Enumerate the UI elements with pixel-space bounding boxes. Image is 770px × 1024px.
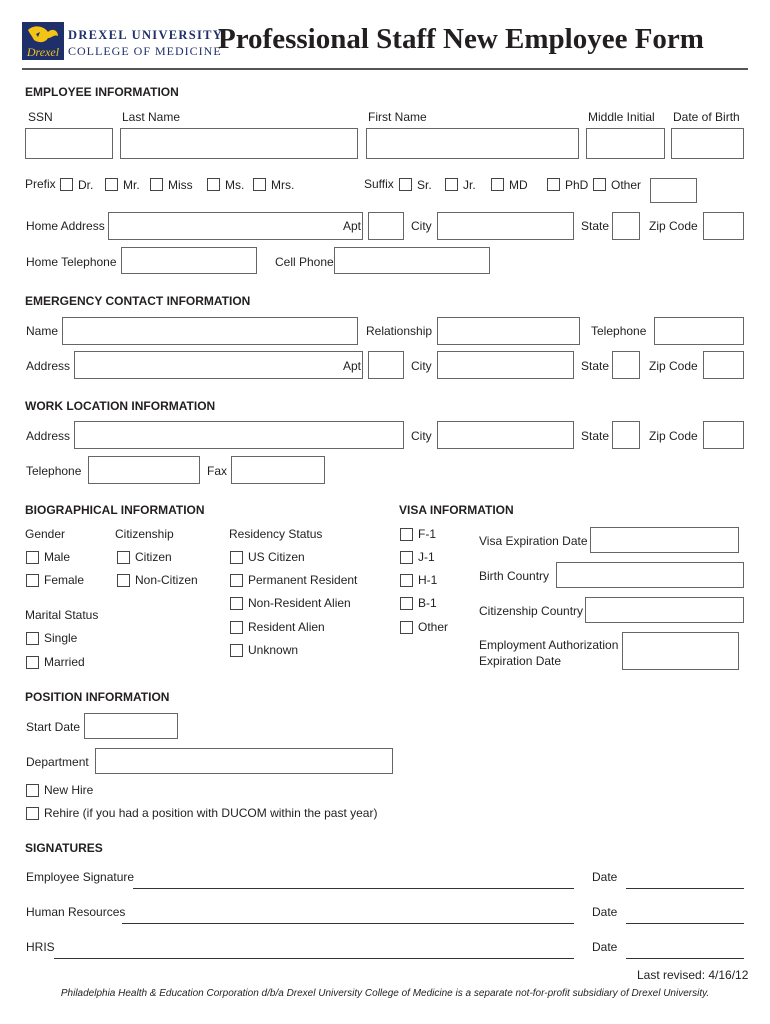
- cell-phone-field[interactable]: [334, 247, 490, 274]
- employee-signature-line[interactable]: [133, 888, 574, 889]
- prefix-ms-label: Ms.: [225, 178, 245, 192]
- visa-f1-checkbox[interactable]: [400, 528, 413, 541]
- drexel-logo: [22, 22, 64, 60]
- employment-auth-field[interactable]: [622, 632, 739, 670]
- prefix-mr-label: Mr.: [123, 178, 140, 192]
- work-state-field[interactable]: [612, 421, 640, 449]
- suffix-md-label: MD: [509, 178, 528, 192]
- home-zip-field[interactable]: [703, 212, 744, 240]
- emergency-zip-label: Zip Code: [649, 359, 698, 373]
- suffix-jr-label: Jr.: [463, 178, 476, 192]
- visa-h1-label: H-1: [418, 573, 438, 587]
- resident-alien-checkbox[interactable]: [230, 621, 243, 634]
- hr-signature-line[interactable]: [122, 923, 574, 924]
- work-zip-label: Zip Code: [649, 429, 698, 443]
- visa-other-label: Other: [418, 620, 449, 634]
- citizen-label: Citizen: [135, 550, 172, 564]
- gender-female-checkbox[interactable]: [26, 574, 39, 587]
- emergency-section-heading: EMERGENCY CONTACT INFORMATION: [25, 294, 251, 308]
- emergency-city-field[interactable]: [437, 351, 574, 379]
- hr-date-label: Date: [592, 905, 618, 919]
- cell-phone-label: Cell Phone: [275, 255, 334, 269]
- home-address-label: Home Address: [26, 219, 105, 233]
- bio-section-heading: BIOGRAPHICAL INFORMATION: [25, 503, 205, 517]
- residency-label: Residency Status: [229, 527, 323, 541]
- employee-date-line[interactable]: [626, 888, 744, 889]
- marital-single-checkbox[interactable]: [26, 632, 39, 645]
- ssn-label: SSN: [28, 110, 53, 124]
- suffix-other-label: Other: [611, 178, 642, 192]
- work-fax-field[interactable]: [231, 456, 325, 484]
- rehire-checkbox[interactable]: [26, 807, 39, 820]
- suffix-md-checkbox[interactable]: [491, 178, 504, 191]
- prefix-label: Prefix: [25, 177, 56, 191]
- emergency-relationship-field[interactable]: [437, 317, 580, 345]
- suffix-jr-checkbox[interactable]: [445, 178, 458, 191]
- marital-married-checkbox[interactable]: [26, 656, 39, 669]
- marital-status-label: Marital Status: [25, 608, 99, 622]
- work-address-label: Address: [26, 429, 71, 443]
- citizenship-country-field[interactable]: [585, 597, 744, 623]
- us-citizen-checkbox[interactable]: [230, 551, 243, 564]
- work-fax-label: Fax: [207, 464, 228, 478]
- home-telephone-label: Home Telephone: [26, 255, 117, 269]
- hris-signature-line[interactable]: [54, 958, 574, 959]
- gender-label: Gender: [25, 527, 66, 541]
- gender-male-label: Male: [44, 550, 71, 564]
- visa-expiration-label: Visa Expiration Date: [479, 534, 588, 548]
- last-revised: Last revised: 4/16/12: [637, 968, 749, 982]
- marital-single-label: Single: [44, 631, 78, 645]
- last-name-field[interactable]: [120, 128, 358, 159]
- prefix-dr-checkbox[interactable]: [60, 178, 73, 191]
- emergency-address-label: Address: [26, 359, 71, 373]
- hris-date-label: Date: [592, 940, 618, 954]
- signatures-section-heading: SIGNATURES: [25, 841, 103, 855]
- visa-other-checkbox[interactable]: [400, 621, 413, 634]
- home-zip-label: Zip Code: [649, 219, 698, 233]
- suffix-sr-checkbox[interactable]: [399, 178, 412, 191]
- non-citizen-checkbox[interactable]: [117, 574, 130, 587]
- prefix-dr-label: Dr.: [78, 178, 94, 192]
- work-zip-field[interactable]: [703, 421, 744, 449]
- emergency-apt-label: Apt: [343, 359, 362, 373]
- hr-date-line[interactable]: [626, 923, 744, 924]
- work-state-label: State: [581, 429, 610, 443]
- visa-expiration-field[interactable]: [590, 527, 739, 553]
- visa-b1-label: B-1: [418, 596, 437, 610]
- new-hire-label: New Hire: [44, 783, 94, 797]
- prefix-mrs-checkbox[interactable]: [253, 178, 266, 191]
- visa-section-heading: VISA INFORMATION: [399, 503, 514, 517]
- emergency-zip-field[interactable]: [703, 351, 744, 379]
- visa-h1-checkbox[interactable]: [400, 574, 413, 587]
- gender-male-checkbox[interactable]: [26, 551, 39, 564]
- page-title: Professional Staff New Employee Form: [218, 23, 704, 55]
- home-city-field[interactable]: [437, 212, 574, 240]
- gender-female-label: Female: [44, 573, 85, 587]
- home-apt-label: Apt: [343, 219, 362, 233]
- visa-j1-label: J-1: [418, 550, 435, 564]
- prefix-miss-label: Miss: [168, 178, 193, 192]
- first-name-field[interactable]: [366, 128, 579, 159]
- visa-b1-checkbox[interactable]: [400, 597, 413, 610]
- home-address-field[interactable]: [108, 212, 363, 240]
- middle-initial-label: Middle Initial: [588, 110, 655, 124]
- home-telephone-field[interactable]: [121, 247, 257, 274]
- non-resident-alien-checkbox[interactable]: [230, 597, 243, 610]
- start-date-label: Start Date: [26, 720, 81, 734]
- work-address-field[interactable]: [74, 421, 404, 449]
- emergency-name-label: Name: [26, 324, 59, 338]
- employment-auth-label-1: Employment Authorization: [479, 638, 619, 652]
- dob-label: Date of Birth: [673, 110, 740, 124]
- emergency-relationship-label: Relationship: [366, 324, 433, 338]
- birth-country-field[interactable]: [556, 562, 744, 588]
- position-section-heading: POSITION INFORMATION: [25, 690, 170, 704]
- prefix-miss-checkbox[interactable]: [150, 178, 163, 191]
- hris-date-line[interactable]: [626, 958, 744, 959]
- prefix-mr-checkbox[interactable]: [105, 178, 118, 191]
- employee-signature-label: Employee Signature: [26, 870, 135, 884]
- us-citizen-label: US Citizen: [248, 550, 305, 564]
- visa-j1-checkbox[interactable]: [400, 551, 413, 564]
- start-date-field[interactable]: [84, 713, 178, 739]
- permanent-resident-label: Permanent Resident: [248, 573, 358, 587]
- suffix-label: Suffix: [364, 177, 394, 191]
- department-field[interactable]: [95, 748, 393, 774]
- footer-note: Philadelphia Health & Education Corporation d/b/a Drexel University College of Medicine is a separate not-for-profit subsidiary of Drexel University.: [60, 988, 710, 999]
- ssn-field[interactable]: [25, 128, 113, 159]
- citizen-checkbox[interactable]: [117, 551, 130, 564]
- birth-country-label: Birth Country: [479, 569, 550, 583]
- emergency-state-field[interactable]: [612, 351, 640, 379]
- non-resident-alien-label: Non-Resident Alien: [248, 596, 351, 610]
- work-city-field[interactable]: [437, 421, 574, 449]
- home-state-label: State: [581, 219, 610, 233]
- work-section-heading: WORK LOCATION INFORMATION: [25, 399, 216, 413]
- suffix-phd-checkbox[interactable]: [547, 178, 560, 191]
- hr-signature-label: Human Resources: [26, 905, 126, 919]
- new-hire-checkbox[interactable]: [26, 784, 39, 797]
- rehire-label: Rehire (if you had a position with DUCOM within the past year): [44, 806, 378, 820]
- marital-married-label: Married: [44, 655, 85, 669]
- permanent-resident-checkbox[interactable]: [230, 574, 243, 587]
- employee-section-heading: EMPLOYEE INFORMATION: [25, 85, 179, 99]
- unknown-residency-label: Unknown: [248, 643, 299, 657]
- home-city-label: City: [411, 219, 432, 233]
- unknown-residency-checkbox[interactable]: [230, 644, 243, 657]
- work-city-label: City: [411, 429, 432, 443]
- home-state-field[interactable]: [612, 212, 640, 240]
- emergency-telephone-field[interactable]: [654, 317, 744, 345]
- work-telephone-label: Telephone: [26, 464, 82, 478]
- dob-field[interactable]: [671, 128, 744, 159]
- emergency-city-label: City: [411, 359, 432, 373]
- emergency-telephone-label: Telephone: [591, 324, 647, 338]
- emergency-apt-field[interactable]: [368, 351, 404, 379]
- employment-auth-label-2: Expiration Date: [479, 654, 562, 668]
- hris-signature-label: HRIS: [26, 940, 55, 954]
- emergency-name-field[interactable]: [62, 317, 358, 345]
- suffix-other-field[interactable]: [650, 178, 697, 203]
- home-apt-field[interactable]: [368, 212, 404, 240]
- first-name-label: First Name: [368, 110, 427, 124]
- visa-f1-label: F-1: [418, 527, 436, 541]
- citizenship-label: Citizenship: [115, 527, 174, 541]
- employee-date-label: Date: [592, 870, 618, 884]
- suffix-phd-label: PhD: [565, 178, 589, 192]
- emergency-address-field[interactable]: [74, 351, 363, 379]
- suffix-sr-label: Sr.: [417, 178, 432, 192]
- prefix-mrs-label: Mrs.: [271, 178, 295, 192]
- resident-alien-label: Resident Alien: [248, 620, 325, 634]
- non-citizen-label: Non-Citizen: [135, 573, 198, 587]
- logo-college-name: COLLEGE OF MEDICINE: [68, 44, 222, 58]
- prefix-ms-checkbox[interactable]: [207, 178, 220, 191]
- emergency-state-label: State: [581, 359, 610, 373]
- citizenship-country-label: Citizenship Country: [479, 604, 584, 618]
- suffix-other-checkbox[interactable]: [593, 178, 606, 191]
- middle-initial-field[interactable]: [586, 128, 665, 159]
- logo-university-name: DREXEL UNIVERSITY: [68, 28, 224, 42]
- department-label: Department: [26, 755, 89, 769]
- logo-mark-text: Drexel: [26, 45, 60, 59]
- header-divider: [22, 68, 748, 70]
- work-telephone-field[interactable]: [88, 456, 200, 484]
- last-name-label: Last Name: [122, 110, 181, 124]
